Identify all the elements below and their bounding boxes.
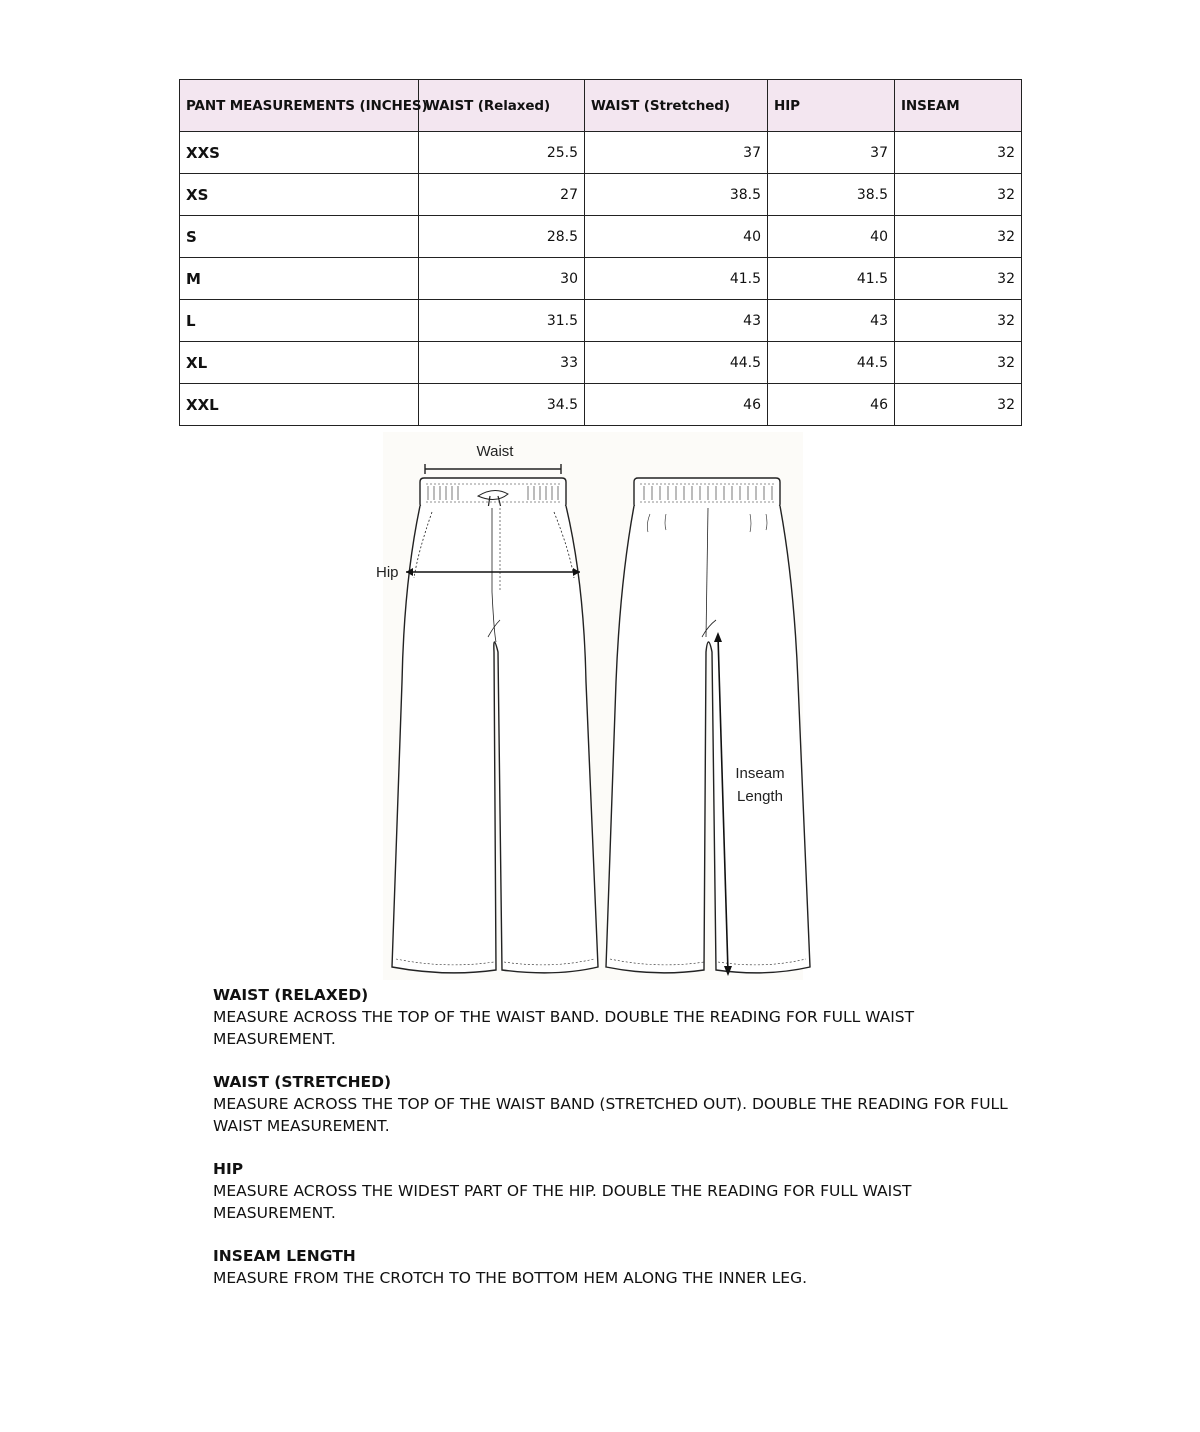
front-pants-drawing (392, 478, 598, 973)
hip-cell: 44.5 (768, 342, 895, 384)
header-waist-stretched: WAIST (Stretched) (585, 80, 768, 132)
hip-cell: 46 (768, 384, 895, 426)
waist-stretched-cell: 37 (585, 132, 768, 174)
waist-stretched-cell: 46 (585, 384, 768, 426)
header-size: PANT MEASUREMENTS (INCHES) (180, 80, 419, 132)
header-waist-relaxed: WAIST (Relaxed) (419, 80, 585, 132)
waist-relaxed-cell: 33 (419, 342, 585, 384)
inseam-cell: 32 (895, 132, 1022, 174)
table-header-row (180, 80, 1022, 132)
size-cell: XS (180, 174, 419, 216)
note-heading: WAIST (STRETCHED) (213, 1073, 392, 1091)
header-hip: HIP (768, 80, 895, 132)
size-cell: S (180, 216, 419, 258)
inseam-cell: 32 (895, 300, 1022, 342)
note-heading: HIP (213, 1160, 244, 1178)
size-cell: XXL (180, 384, 419, 426)
hip-cell: 37 (768, 132, 895, 174)
waist-relaxed-cell: 30 (419, 258, 585, 300)
inseam-cell: 32 (895, 216, 1022, 258)
hip-cell: 38.5 (768, 174, 895, 216)
note-heading: INSEAM LENGTH (213, 1247, 356, 1265)
table-row (180, 342, 1022, 384)
note-inseam-length (213, 1245, 1033, 1289)
inseam-cell: 32 (895, 384, 1022, 426)
waist-stretched-cell: 40 (585, 216, 768, 258)
waist-stretched-cell: 44.5 (585, 342, 768, 384)
note-body: MEASURE ACROSS THE TOP OF THE WAIST BAND (STRETCHED OUT). DOUBLE THE READING FOR FULL WAIST MEASUREMENT. (213, 1095, 1008, 1135)
inseam-cell: 32 (895, 342, 1022, 384)
waist-stretched-cell: 43 (585, 300, 768, 342)
table-row (180, 132, 1022, 174)
table-row (180, 174, 1022, 216)
waist-relaxed-cell: 28.5 (419, 216, 585, 258)
waist-relaxed-cell: 34.5 (419, 384, 585, 426)
note-body: MEASURE FROM THE CROTCH TO THE BOTTOM HEM ALONG THE INNER LEG. (213, 1269, 808, 1287)
waist-relaxed-cell: 27 (419, 174, 585, 216)
note-heading: WAIST (RELAXED) (213, 986, 369, 1004)
size-chart-table (179, 79, 1022, 426)
hip-cell: 40 (768, 216, 895, 258)
waist-stretched-cell: 38.5 (585, 174, 768, 216)
table-row (180, 300, 1022, 342)
waist-stretched-cell: 41.5 (585, 258, 768, 300)
inseam-cell: 32 (895, 174, 1022, 216)
note-body: MEASURE ACROSS THE TOP OF THE WAIST BAND. DOUBLE THE READING FOR FULL WAIST MEASUREMENT. (213, 1008, 915, 1048)
hip-cell: 41.5 (768, 258, 895, 300)
size-cell: L (180, 300, 419, 342)
measurement-instructions (213, 984, 1033, 1310)
inseam-cell: 32 (895, 258, 1022, 300)
table-row (180, 384, 1022, 426)
size-cell: XXS (180, 132, 419, 174)
pants-measurement-diagram (366, 432, 812, 980)
size-cell: XL (180, 342, 419, 384)
inseam-label-line2: Length (737, 788, 783, 805)
hip-label: Hip (376, 564, 399, 581)
size-cell: M (180, 258, 419, 300)
waist-label: Waist (476, 443, 514, 460)
note-hip (213, 1158, 1033, 1224)
note-waist-stretched (213, 1071, 1033, 1137)
hip-cell: 43 (768, 300, 895, 342)
table-row (180, 216, 1022, 258)
waist-relaxed-cell: 31.5 (419, 300, 585, 342)
note-waist-relaxed (213, 984, 1033, 1050)
table-row (180, 258, 1022, 300)
note-body: MEASURE ACROSS THE WIDEST PART OF THE HIP. DOUBLE THE READING FOR FULL WAIST MEASUREMENT. (213, 1182, 912, 1222)
header-inseam: INSEAM (895, 80, 1022, 132)
waist-relaxed-cell: 25.5 (419, 132, 585, 174)
inseam-label-line1: Inseam (735, 765, 785, 782)
